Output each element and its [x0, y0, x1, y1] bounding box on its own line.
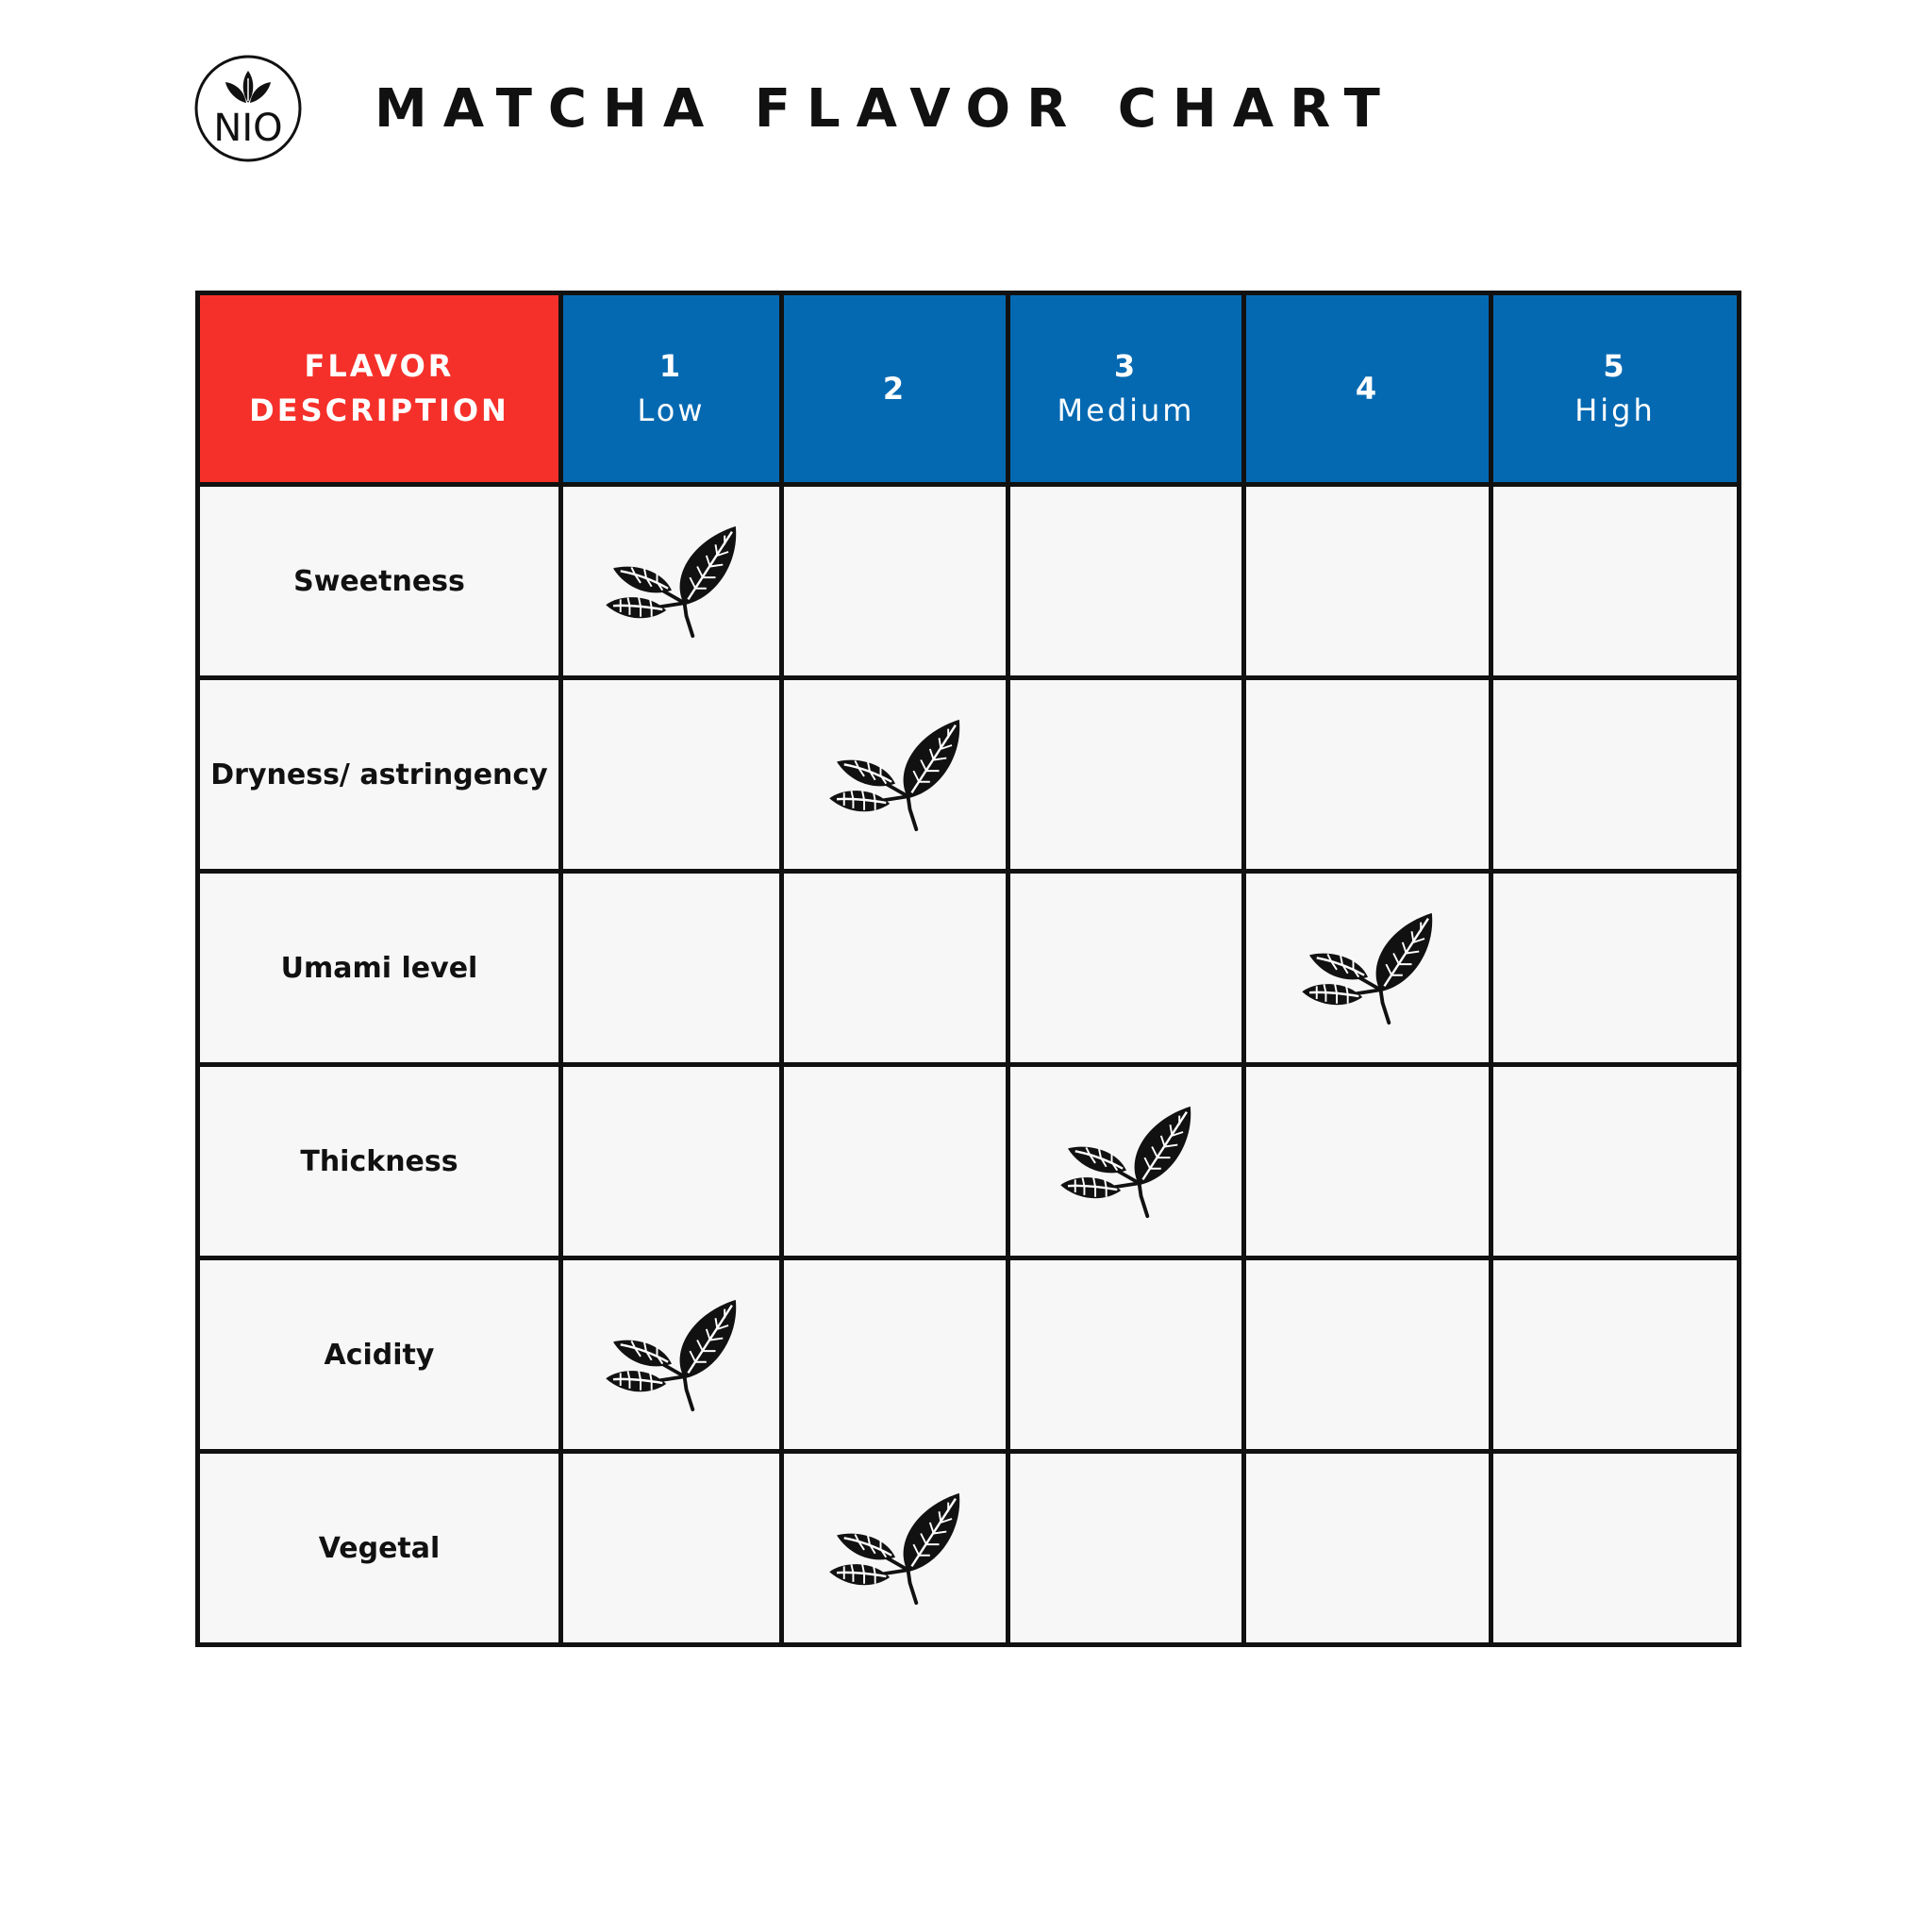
logo-text: NIO	[213, 107, 283, 150]
level-cell	[1244, 872, 1491, 1065]
tea-leaf-icon	[1297, 909, 1439, 1026]
level-cell	[1491, 1452, 1740, 1645]
level-cell	[782, 1258, 1008, 1452]
tea-leaf-icon	[1056, 1103, 1197, 1220]
level-number: 4	[1355, 370, 1380, 407]
level-name: Medium	[1057, 392, 1195, 428]
level-cell	[561, 678, 782, 872]
level-cell	[1491, 872, 1740, 1065]
tea-leaf-icon	[601, 1296, 742, 1413]
description-header-label: FLAVOR DESCRIPTION	[249, 348, 509, 428]
level-cell	[1008, 1452, 1244, 1645]
table-row	[198, 1065, 1740, 1258]
level-cell	[1491, 485, 1740, 678]
nio-logo	[193, 54, 303, 163]
level-cell	[1244, 678, 1491, 872]
level-cell	[1491, 1258, 1740, 1452]
level-cell	[561, 1452, 782, 1645]
level-cell	[1008, 678, 1244, 872]
level-number: 2	[882, 370, 908, 407]
page-title: MATCHA FLAVOR CHART	[375, 77, 1396, 140]
level-name: Low	[637, 392, 706, 428]
level-number: 5	[1603, 348, 1627, 384]
flavor-chart	[195, 291, 1741, 1647]
table-row	[198, 1258, 1740, 1452]
flavor-table	[195, 291, 1741, 1647]
leaf-sprig-icon	[225, 71, 271, 103]
table-row	[198, 1452, 1740, 1645]
tea-leaf-icon	[824, 1490, 966, 1607]
level-header-4	[1244, 293, 1491, 485]
flavor-label: Umami level	[198, 872, 561, 1065]
level-header-1	[561, 293, 782, 485]
level-cell	[1244, 485, 1491, 678]
level-cell	[782, 485, 1008, 678]
header	[193, 52, 1396, 165]
level-number: 3	[1113, 348, 1139, 384]
level-cell	[782, 1065, 1008, 1258]
table-row	[198, 678, 1740, 872]
level-name: High	[1574, 392, 1656, 428]
tea-leaf-icon	[601, 523, 742, 640]
flavor-label: Acidity	[198, 1258, 561, 1452]
level-cell	[1008, 485, 1244, 678]
level-cell	[1008, 872, 1244, 1065]
flavor-label: Sweetness	[198, 485, 561, 678]
level-cell	[561, 485, 782, 678]
level-cell	[782, 678, 1008, 872]
level-cell	[782, 1452, 1008, 1645]
table-row	[198, 872, 1740, 1065]
level-cell	[561, 872, 782, 1065]
level-cell	[782, 872, 1008, 1065]
tea-leaf-icon	[824, 716, 966, 833]
level-cell	[1008, 1065, 1244, 1258]
level-header-5	[1491, 293, 1740, 485]
description-header	[198, 293, 561, 485]
level-cell	[1491, 1065, 1740, 1258]
flavor-label: Dryness/ astringency	[198, 678, 561, 872]
flavor-label: Thickness	[198, 1065, 561, 1258]
level-cell	[1244, 1452, 1491, 1645]
header-row	[198, 293, 1740, 485]
level-cell	[1491, 678, 1740, 872]
level-cell	[561, 1258, 782, 1452]
table-body	[198, 485, 1740, 1645]
level-header-3	[1008, 293, 1244, 485]
level-cell	[1008, 1258, 1244, 1452]
level-cell	[1244, 1065, 1491, 1258]
level-cell	[1244, 1258, 1491, 1452]
level-header-2	[782, 293, 1008, 485]
level-cell	[561, 1065, 782, 1258]
level-number: 1	[658, 348, 684, 384]
flavor-label: Vegetal	[198, 1452, 561, 1645]
table-row	[198, 485, 1740, 678]
